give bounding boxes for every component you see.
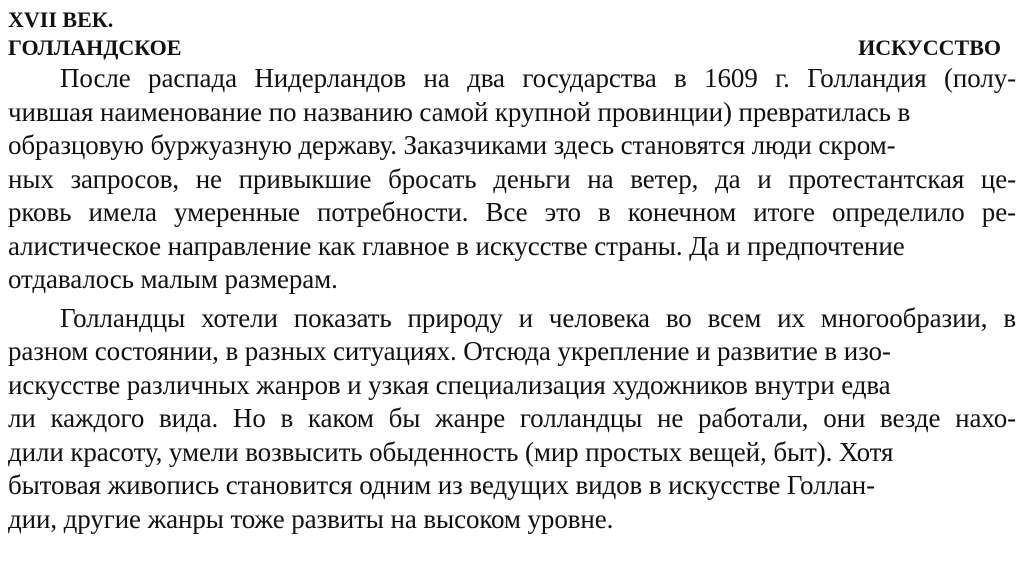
paragraph-line: отдавалось малым размерам. — [8, 264, 338, 294]
century-heading: XVII ВЕК. — [8, 7, 114, 32]
paragraph-line: После распада Нидерландов на два государства в 1609 г. Голландия (полу- — [60, 63, 1016, 93]
paragraph-2 — [8, 302, 1016, 537]
paragraph-line: образцовую буржуазную державу. Заказчиками здесь становятся люди скром- — [8, 130, 896, 160]
paragraph-line: бытовая живопись становится одним из ведущих видов в искусстве Голлан- — [8, 470, 875, 500]
paragraph-line: дии, другие жанры тоже развиты на высоком уровне. — [8, 503, 614, 534]
paragraph-1 — [8, 62, 1016, 297]
paragraph-line: чившая наименование по названию самой крупной провинции) превратилась в — [8, 96, 911, 127]
paragraph-line: алистическое направление как главное в искусстве страны. Да и предпочтение — [8, 230, 905, 261]
section-title — [8, 34, 1001, 62]
section-title-left: ГОЛЛАНДСКОЕ — [8, 35, 182, 60]
document-page — [8, 6, 1016, 536]
section-title-right: ИСКУССТВО — [858, 35, 1001, 60]
paragraph-line: искусстве различных жанров и узкая специализация художников внутри едва — [8, 369, 891, 400]
paragraph-line: дили красоту, умели возвысить обыденность (мир простых вещей, быт). Хотя — [8, 436, 894, 467]
paragraph-line: Голландцы хотели показать природу и человека во всем их многообразии, в — [60, 302, 1016, 333]
paragraph-line: рковь имела умеренные потребности. Все это в конечном итоге определило ре- — [8, 197, 1016, 227]
paragraph-line: ных запросов, не привыкшие бросать деньги на ветер, да и протестантская це- — [8, 163, 1016, 194]
paragraph-line: разном состоянии, в разных ситуациях. Отсюда укрепление и развитие в изо- — [8, 336, 891, 366]
paragraph-line: ли каждого вида. Но в каком бы жанре голландцы не работали, они везде нахо- — [8, 403, 1016, 433]
